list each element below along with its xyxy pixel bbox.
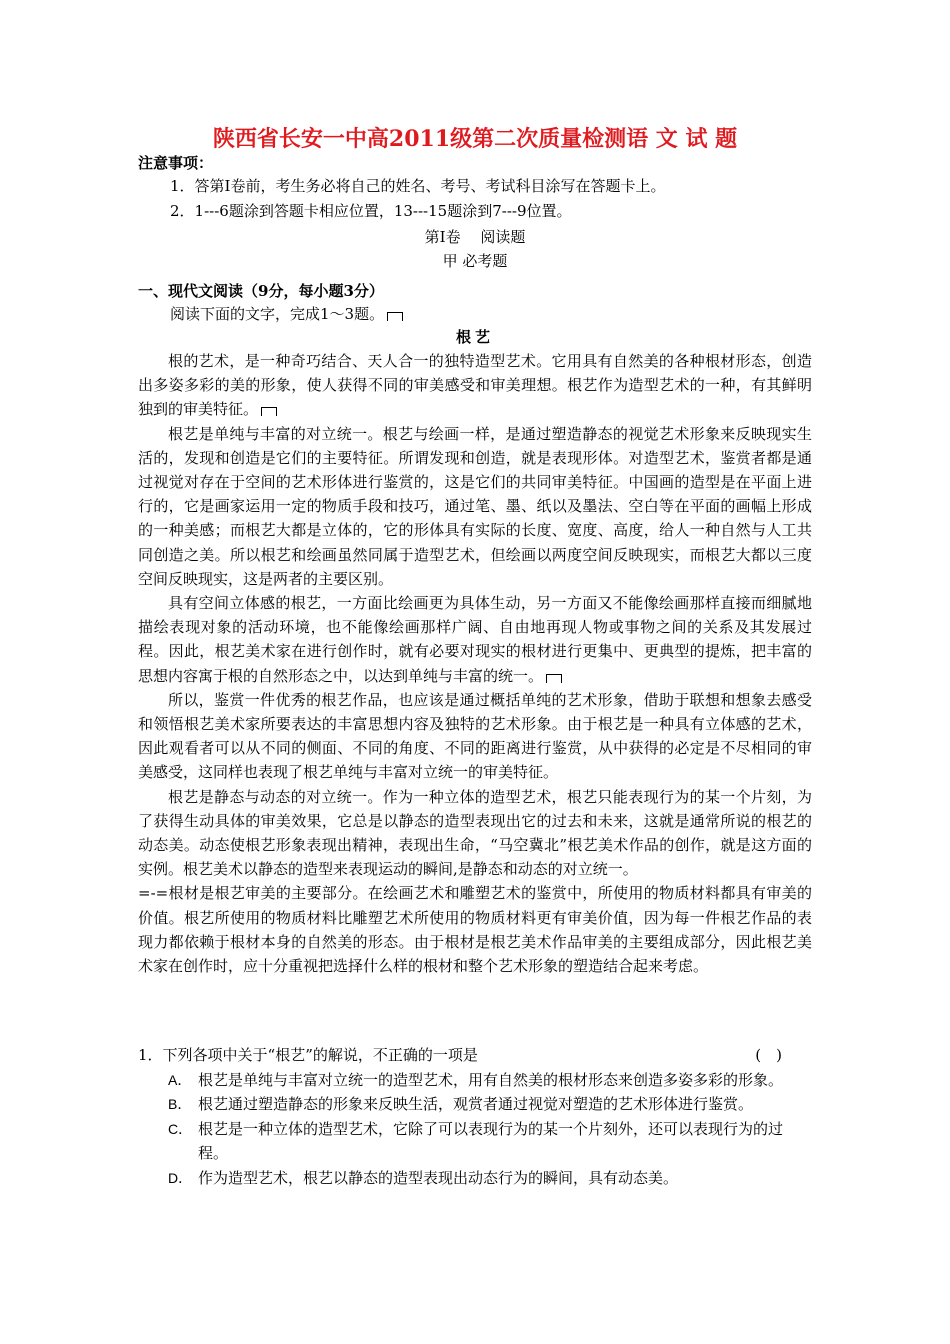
note-item: 2．1---6题涂到答题卡相应位置，13---15题涂到7---9位置。 [170,202,572,220]
paragraph-mark-icon [387,312,403,321]
notes-heading: 注意事项： [138,154,214,172]
reading-instruction [170,303,403,325]
article-paragraph [138,591,812,688]
section-heading: 一、现代文阅读（9分，每小题3分） [138,282,384,300]
paragraph-text: 根的艺术，是一种奇巧结合、天人合一的独特造型艺术。它用具有自然美的各种根材形态，创造出多姿多彩的美的形象，使人获得不同的审美感受和审美理想。根艺作为造型艺术的一种，有其鲜明独到的审美特征。 [138,352,812,419]
option-a [138,1068,812,1093]
article-paragraph [138,688,812,785]
question-stem-text: 1．下列各项中关于“根艺”的解说，不正确的一项是 [138,1046,478,1064]
paragraph-text: 所以，鉴赏一件优秀的根艺作品，也应该是通过概括单纯的艺术形象，借助于联想和想象去感受和领悟根艺美术家所要表达的丰富思想内容及独特的艺术形象。由于根艺是一种具有立体感的艺术，因此观看者可以从不同的侧面、不同的角度、不同的距离进行鉴赏，从中获得的必定是不尽相同的审美感受，这同样也表现了根艺单纯与丰富对立统一的审美特征。 [138,690,812,782]
paragraph-mark-icon [546,674,562,683]
question-1 [138,1043,812,1190]
article-paragraph [138,785,812,882]
option-c [138,1117,812,1166]
option-letter: C． [168,1120,193,1137]
answer-bracket: ( ) [755,1046,782,1064]
question-stem [138,1043,812,1068]
option-letter: B． [168,1096,192,1112]
article-paragraph [138,881,812,978]
option-b [138,1092,812,1117]
paragraph-text: =-=根材是根艺审美的主要部分。在绘画艺术和雕塑艺术的鉴赏中，所使用的物质材料都具有审美的价值。根艺所使用的物质材料比雕塑艺术所使用的物质材料更有审美价值，因为每一件根艺作品的表现力都依赖于根材本身的自然美的形态。由于根材是根艺美术作品审美的主要组成部分，因此根艺美术家在创作时，应十分重视把选择什么样的根材和整个艺术形象的塑造结合起来考虑。 [138,884,812,976]
option-text: 根艺是一种立体的造型艺术，它除了可以表现行为的某一个片刻外，还可以表现行为的过程。 [198,1119,784,1162]
note-item: 1．答第Ⅰ卷前，考生务必将自己的姓名、考号、考试科目涂写在答题卡上。 [170,177,666,195]
article-body [138,349,812,978]
option-text: 根艺通过塑造静态的形象来反映生活，观赏者通过视觉对塑造的艺术形体进行鉴赏。 [198,1095,754,1113]
article-title: 根艺 [455,328,494,346]
option-text: 作为造型艺术，根艺以静态的造型表现出动态行为的瞬间，具有动态美。 [198,1168,679,1187]
subsection-label: 甲 必考题 [442,252,508,270]
paragraph-mark-icon [261,407,277,416]
article-paragraph [138,349,812,422]
option-text: 根艺是单纯与丰富对立统一的造型艺术，用有自然美的根材形态来创造多姿多彩的形象。 [198,1070,784,1089]
option-letter: A． [168,1071,192,1088]
article-paragraph [138,422,812,591]
option-d [138,1166,812,1191]
volume-label: 第Ⅰ卷 阅读题 [424,228,526,246]
exam-title: 陕西省长安一中高2011级第二次质量检测语 文 试 题 [212,126,738,152]
paragraph-text: 根艺是静态与动态的对立统一。作为一种立体的造型艺术，根艺只能表现行为的某一个片刻，为了获得生动具体的审美效果，它总是以静态的造型表现出它的过去和未来，这就是通常所说的根艺的动态美。动态使根艺形象表现出精神，表现出生命，“马空冀北”根艺美术作品的创作，就是这方面的实例。根艺美术以静态的造型来表现运动的瞬间,是静态和动态的对立统一。 [138,787,812,879]
paragraph-text: 具有空间立体感的根艺，一方面比绘画更为具体生动，另一方面又不能像绘画那样直接而细腻地描绘表现对象的活动环境，也不能像绘画那样广阔、自由地再现人物或事物之间的关系及其发展过程。因此，根艺美术家在进行创作时，就有必要对现实的根材进行更集中、更典型的提炼，把丰富的思想内容寓于根的自然形态之中，以达到单纯与丰富的统一。 [138,594,812,685]
option-letter: D． [168,1169,193,1186]
paragraph-text: 根艺是单纯与丰富的对立统一。根艺与绘画一样，是通过塑造静态的视觉艺术形象来反映现实生活的，发现和创造是它们的主要特征。所谓发现和创造，就是表现形体。对造型艺术，鉴赏者都是通过视觉对存在于空间的艺术形体进行鉴赏的，这是它们的共同审美特征。中国画的造型是在平面上进行的，它是画家运用一定的物质手段和技巧，通过笔、墨、纸以及墨法、空白等在平面的画幅上形成的一种美感；而根艺大都是立体的，它的形体具有实际的长度、宽度、高度，给人一种自然与人工共同创造之美。所以根艺和绘画虽然同属于造型艺术，但绘画以两度空间反映现实，而根艺大都以三度空间反映现实，这是两者的主要区别。 [138,424,812,588]
instruction-text: 阅读下面的文字，完成1～3题。 [170,305,385,323]
